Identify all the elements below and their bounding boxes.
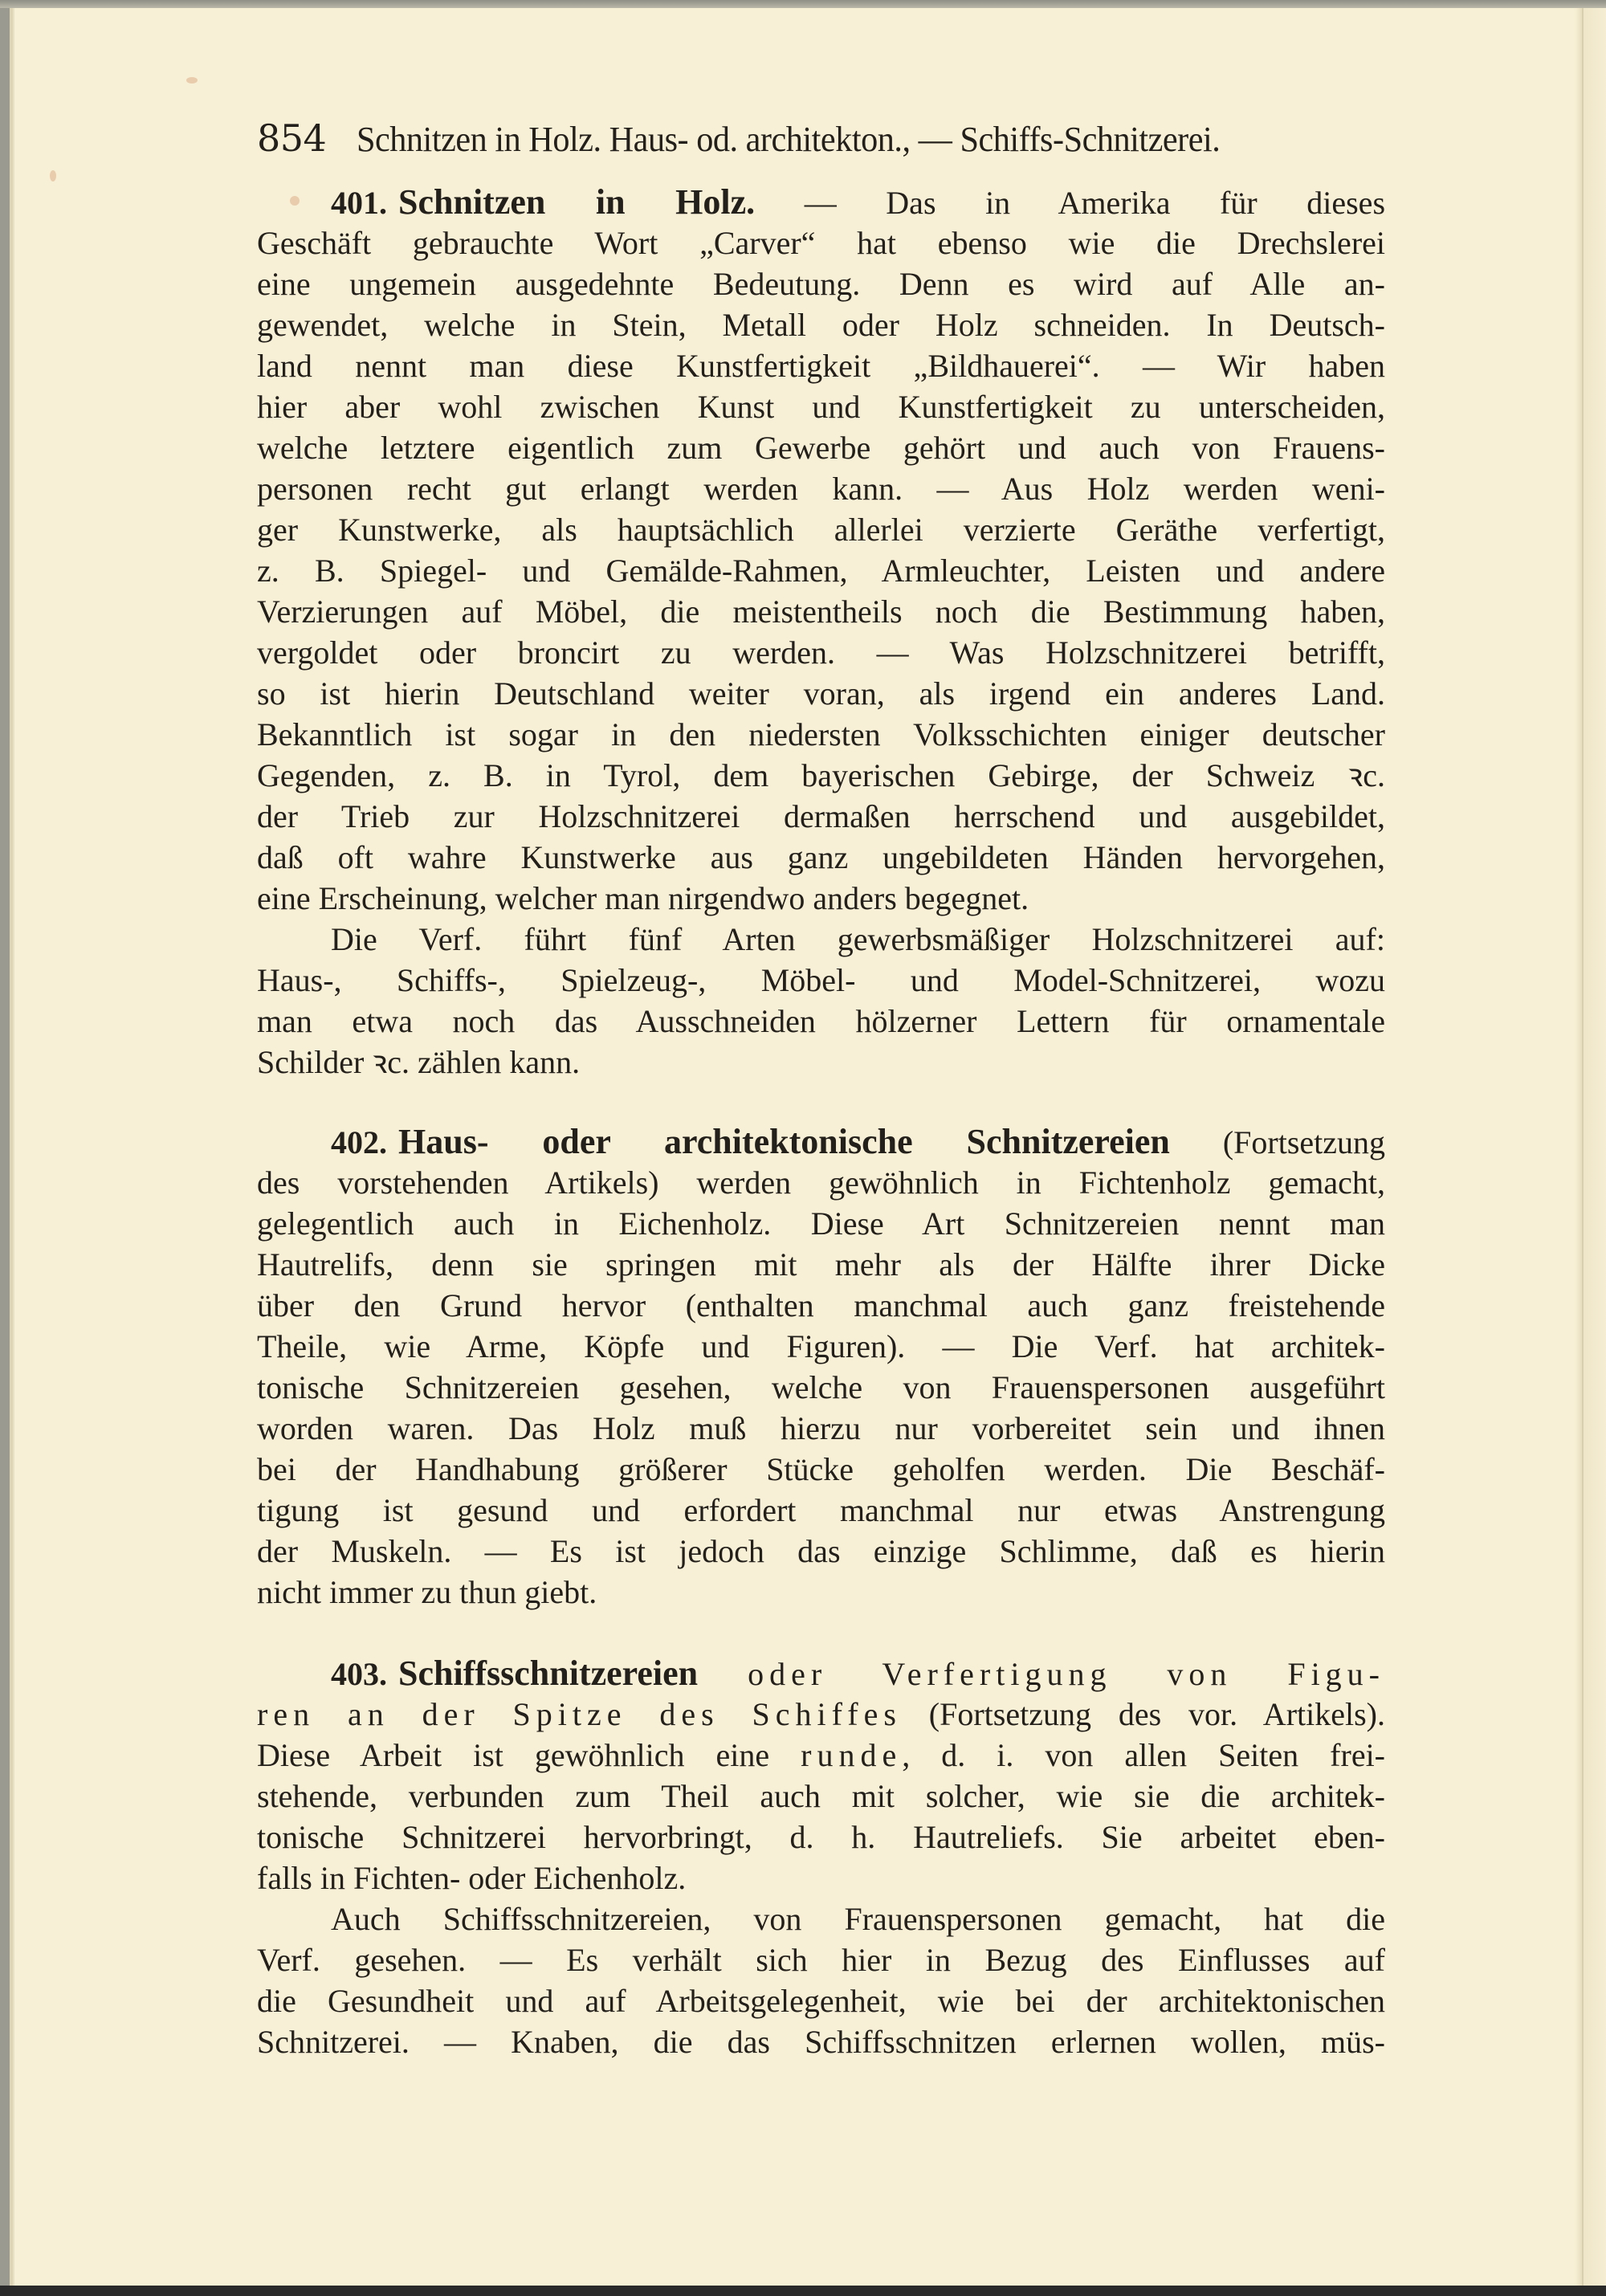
text-line: vergoldet oder broncirt zu werden. — Was Holzschnitzerei betrifft, [257, 634, 1385, 671]
scan-right-edge [1582, 8, 1606, 2286]
text-line: der Muskeln. — Es ist jedoch das einzige Schlimme, daß es hierin [257, 1533, 1385, 1569]
article-first-line [257, 1653, 1385, 1694]
scan-top-edge [0, 0, 1606, 8]
text-line: falls in Fichten- oder Eichenholz. [257, 1860, 687, 1896]
article-401 [257, 181, 1385, 1083]
paper-stain [50, 170, 56, 181]
article-first-line [257, 181, 1385, 222]
text-line: über den Grund hervor (enthalten manchmal auch ganz freistehende [257, 1287, 1385, 1323]
text-line: gelegentlich auch in Eichenholz. Diese Art Schnitzereien nennt man [257, 1205, 1385, 1242]
article-subtitle-note: (Fortsetzung des vor. Artikels). [928, 1696, 1385, 1732]
text-line: land nennt man diese Kunstfertigkeit „Bildhauerei“. — Wir haben [257, 348, 1385, 384]
emphasized-word: runde [801, 1737, 903, 1773]
text-line: tonische Schnitzerei hervorbringt, d. h. Hautreliefs. Sie arbeitet eben- [257, 1819, 1385, 1855]
article-first-line [257, 1121, 1385, 1162]
page-number: 854 [257, 116, 327, 160]
text-line: die Gesundheit und auf Arbeitsgelegenheit, wie bei der architektonischen [257, 1983, 1385, 2019]
text-line: tigung ist gesund und erfordert manchmal nur etwas Anstrengung [257, 1492, 1385, 1528]
text-line: tonische Schnitzereien gesehen, welche von Frauenspersonen ausgeführt [257, 1369, 1385, 1405]
text-line: Die Verf. führt fünf Arten gewerbsmäßiger Holzschnitzerei auf: [331, 921, 1385, 957]
article-heading: Schiffsschnitzereien [398, 1654, 699, 1693]
text-line: Auch Schiffsschnitzereien, von Frauenspersonen gemacht, hat die [331, 1901, 1385, 1937]
text-line [257, 1735, 1385, 1776]
page-gutter-edge [10, 8, 13, 2286]
running-head-title: Schnitzen in Holz. Haus- od. architekton., — Schiffs-Schnitzerei. [357, 120, 1221, 159]
article-subtitle-line [257, 1694, 1385, 1735]
article-subtitle: ren an der Spitze des Schiffes [257, 1696, 902, 1732]
text-fragment: Diese Arbeit ist gewöhnlich eine [257, 1737, 770, 1773]
article-number: 403. [331, 1656, 387, 1692]
text-line: Geschäft gebrauchte Wort „Carver“ hat ebenso wie die Drechslerei [257, 225, 1385, 261]
section-spacer [257, 1083, 1385, 1121]
text-line: hier aber wohl zwischen Kunst und Kunstfertigkeit zu unterscheiden, [257, 389, 1385, 425]
text-line: Haus-, Schiffs-, Spielzeug-, Möbel- und Model-Schnitzerei, wozu [257, 962, 1385, 998]
text-line: Schnitzerei. — Knaben, die das Schiffsschnitzen erlernen wollen, müs- [257, 2024, 1385, 2060]
article-403 [257, 1653, 1385, 2062]
page-text [257, 112, 1385, 2062]
text-line: Hautrelifs, denn sie springen mit mehr als der Hälfte ihrer Dicke [257, 1246, 1385, 1283]
text-line: Verf. gesehen. — Es verhält sich hier in Bezug des Einflusses auf [257, 1942, 1385, 1978]
text-line: Theile, wie Arme, Köpfe und Figuren). — Die Verf. hat architek- [257, 1328, 1385, 1364]
text-line: daß oft wahre Kunstwerke aus ganz ungebildeten Händen hervorgehen, [257, 839, 1385, 875]
text-line: Gegenden, z. B. in Tyrol, dem bayerischen Gebirge, der Schweiz ꝛc. [257, 757, 1385, 793]
article-heading: Haus- oder architektonische Schnitzereien [398, 1122, 1170, 1161]
text-line: des vorstehenden Artikels) werden gewöhnlich in Fichtenholz gemacht, [257, 1164, 1385, 1201]
text-line: Schilder ꝛc. zählen kann. [257, 1044, 581, 1080]
text-line: ger Kunstwerke, als hauptsächlich allerlei verzierte Geräthe verfertigt, [257, 512, 1385, 548]
text-line: stehende, verbunden zum Theil auch mit solcher, wie sie die architek- [257, 1778, 1385, 1814]
text-line: worden waren. Das Holz muß hierzu nur vorbereitet sein und ihnen [257, 1410, 1385, 1446]
scan-bottom-edge [0, 2286, 1606, 2296]
text-line: eine ungemein ausgedehnte Bedeutung. Denn es wird auf Alle an- [257, 266, 1385, 302]
text-line: gewendet, welche in Stein, Metall oder Holz schneiden. In Deutsch- [257, 307, 1385, 343]
text-line: bei der Handhabung größerer Stücke geholfen werden. Die Beschäf- [257, 1451, 1385, 1487]
text-line: nicht immer zu thun giebt. [257, 1574, 597, 1610]
text-line: — Das in Amerika für dieses [804, 185, 1385, 221]
text-line: Verzierungen auf Möbel, die meistentheils noch die Bestimmung haben, [257, 593, 1385, 630]
text-line: so ist hierin Deutschland weiter voran, als irgend ein anderes Land. [257, 675, 1385, 712]
text-line: Bekanntlich ist sogar in den niedersten Volksschichten einiger deutscher [257, 716, 1385, 752]
article-subtitle: oder Verfertigung von Figu- [748, 1656, 1385, 1692]
running-head [257, 112, 1385, 164]
text-line: z. B. Spiegel- und Gemälde-Rahmen, Armleuchter, Leisten und andere [257, 553, 1385, 589]
text-line: (Fortsetzung [1222, 1124, 1385, 1160]
article-number: 401. [331, 185, 387, 221]
text-line: welche letztere eigentlich zum Gewerbe gehört und auch von Frauens- [257, 430, 1385, 466]
text-line: personen recht gut erlangt werden kann. — Aus Holz werden weni- [257, 471, 1385, 507]
paper-stain [186, 77, 198, 84]
text-line: eine Erscheinung, welcher man nirgendwo anders begegnet. [257, 880, 1029, 916]
text-line: man etwa noch das Ausschneiden hölzerner Lettern für ornamentale [257, 1003, 1385, 1039]
text-line: der Trieb zur Holzschnitzerei dermaßen herrschend und ausgebildet, [257, 798, 1385, 834]
text-fragment: , d. i. von allen Seiten frei- [902, 1737, 1385, 1773]
article-402 [257, 1121, 1385, 1613]
article-number: 402. [331, 1124, 387, 1160]
section-spacer [257, 1613, 1385, 1653]
article-heading: Schnitzen in Holz. [398, 182, 756, 222]
